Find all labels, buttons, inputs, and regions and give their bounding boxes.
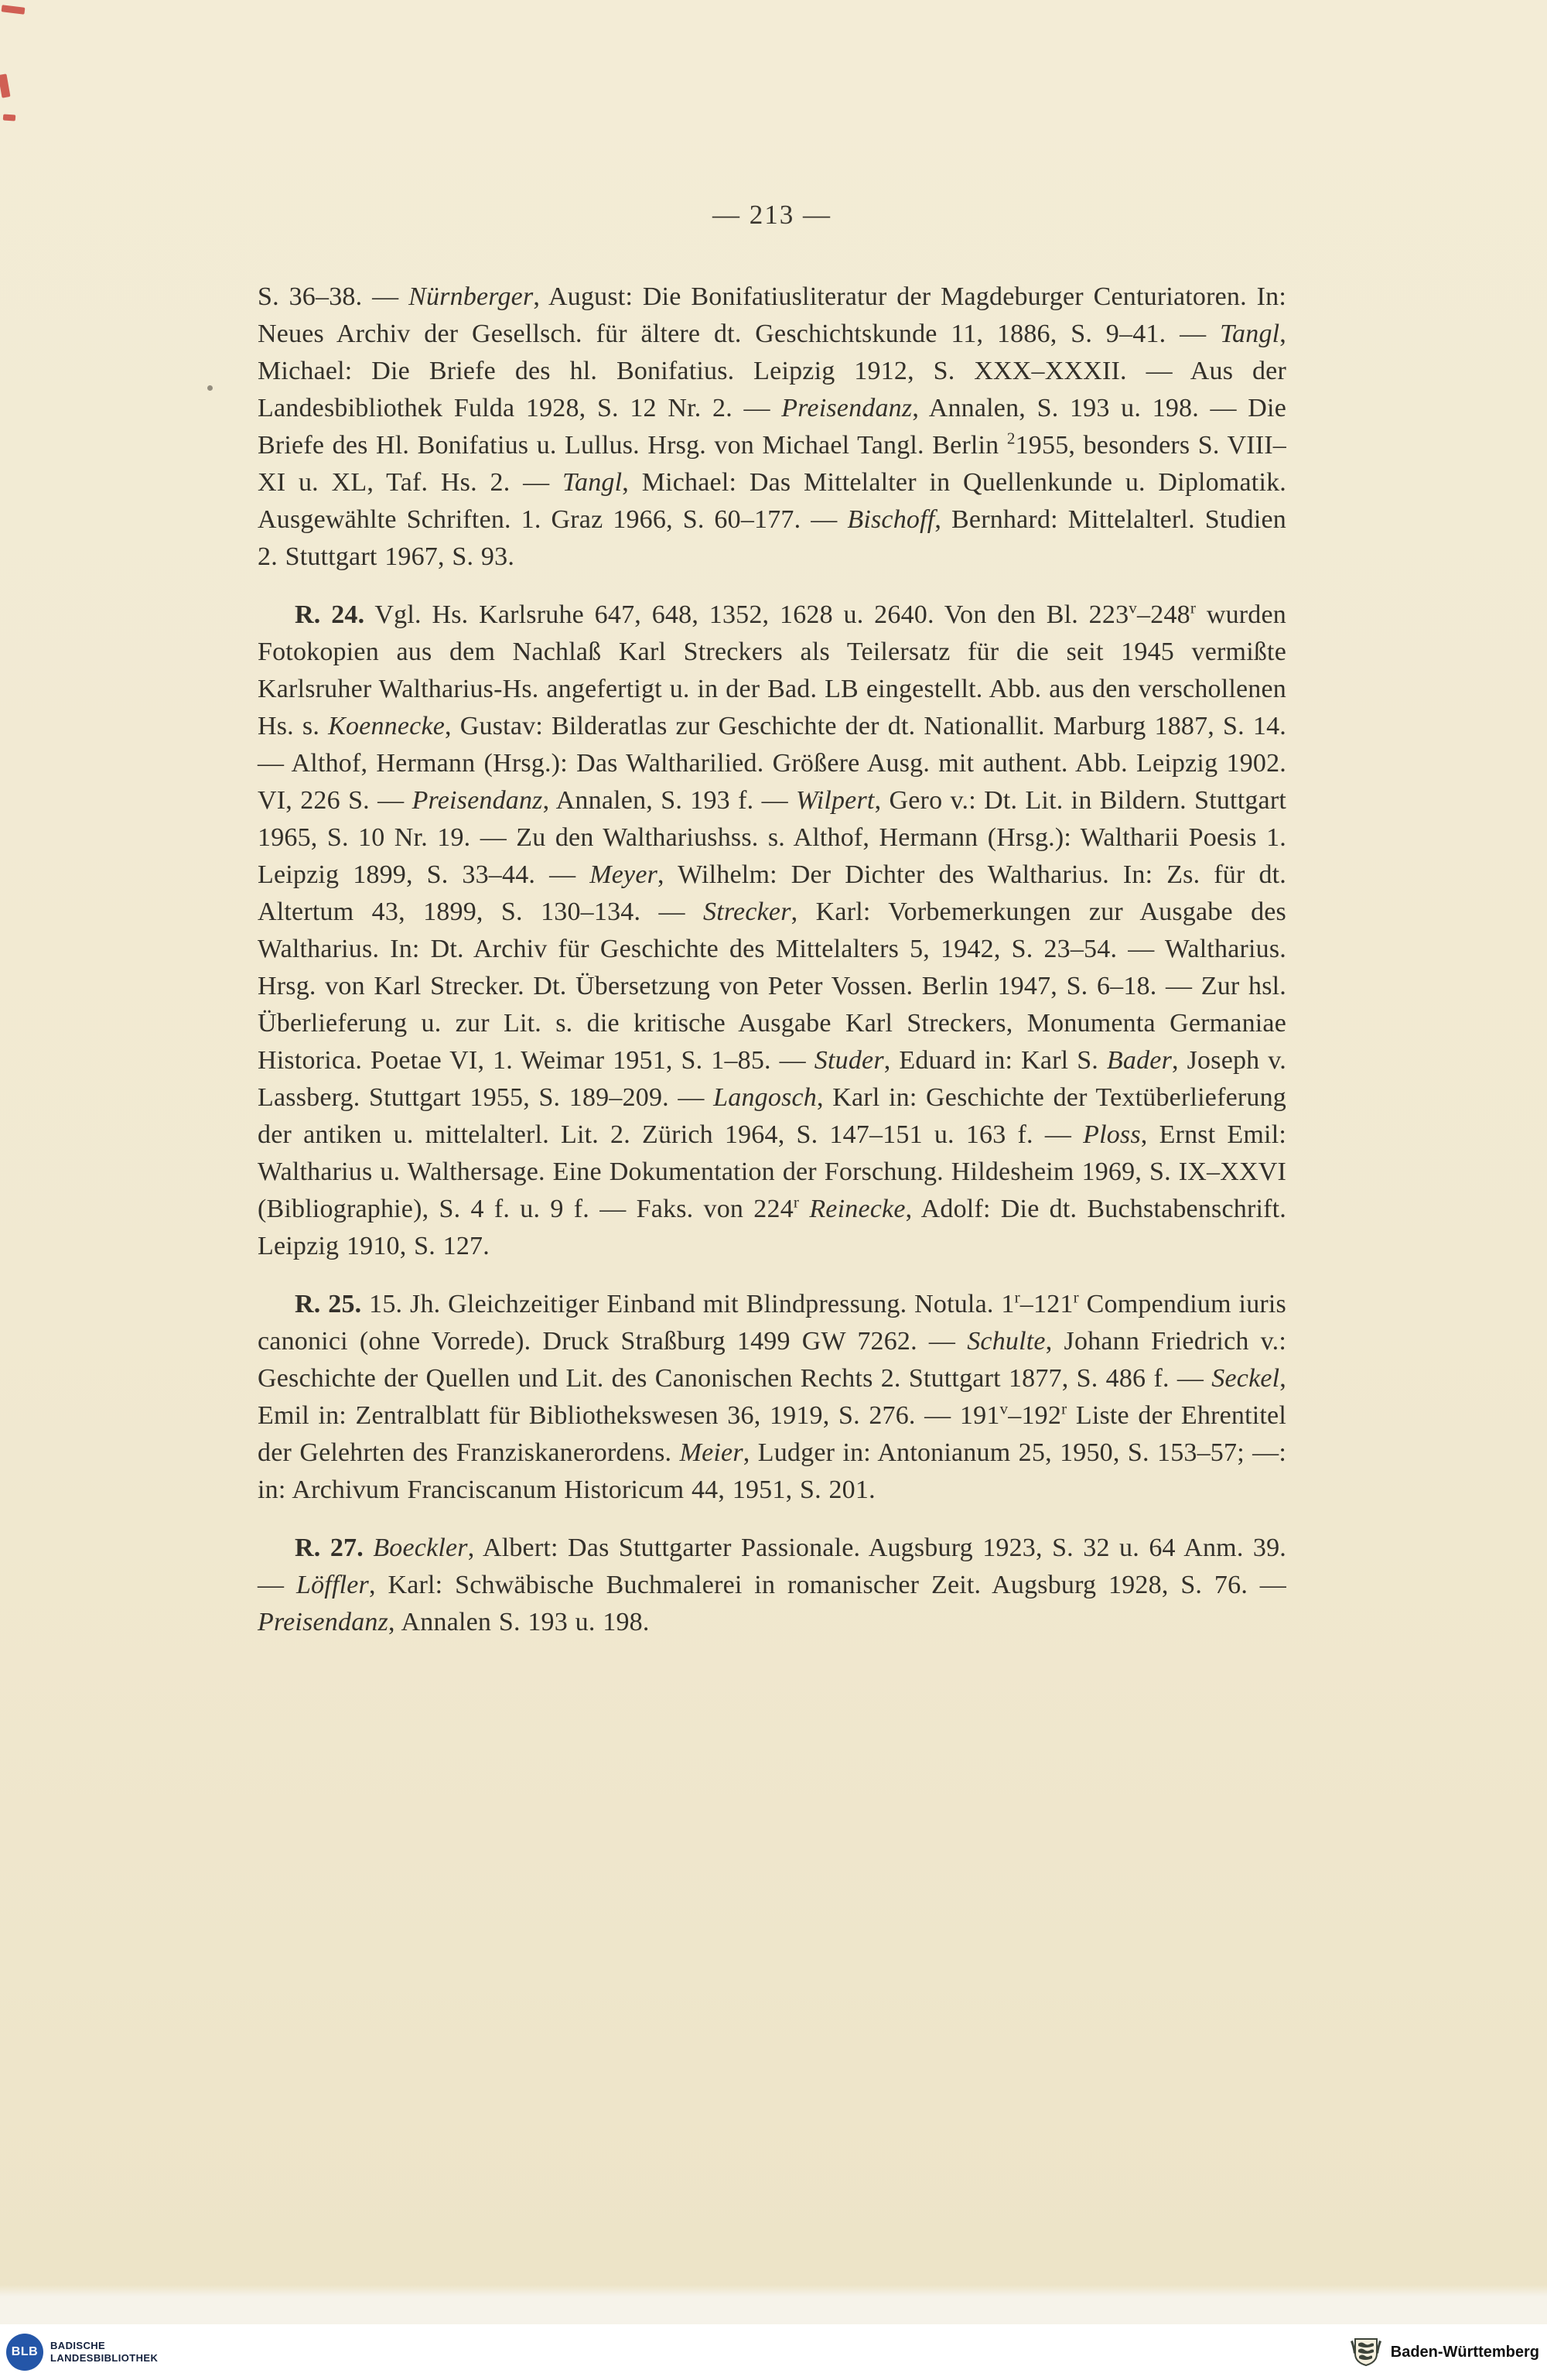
blb-line1: BADISCHE xyxy=(50,2340,106,2351)
text-run: , Michael: Die Briefe des hl. Bonifatius. Leipzig 1912, S. XXX–XXXII. — Aus der Landesbibliothek Fulda 1928, S. 12 Nr. 2. — xyxy=(258,320,1286,422)
italic-run: Meyer xyxy=(589,860,658,889)
italic-run: Bischoff xyxy=(847,505,935,534)
text-run: , Michael: Das Mittelalter in Quellenkunde u. Diplomatik. Ausgewählte Schriften. 1. Graz 1966, S. 60–177. — xyxy=(258,468,1286,534)
italic-run: Boeckler xyxy=(373,1534,468,1562)
text-run: , Gustav: Bilderatlas zur Geschichte der dt. Nationallit. Marburg 1887, S. 14. — Althof, Hermann (Hrsg.): Das Waltharilied. Größere Ausg. mit authent. Abb. Leipzig 1902. VI, 226 S. — xyxy=(258,712,1286,815)
italic-run: Preisendanz xyxy=(781,394,913,422)
superscript-run: r xyxy=(1190,598,1197,617)
page-number: — 213 — xyxy=(712,200,832,230)
text-run: , Wilhelm: Der Dichter des Waltharius. In: Zs. für dt. Altertum 43, 1899, S. 130–134. — xyxy=(258,860,1286,926)
text-run: , Albert: Das Stuttgarter Passionale. Augsburg 1923, S. 32 u. 64 Anm. 39. — xyxy=(258,1534,1286,1599)
text-run: , Joseph v. Lassberg. Stuttgart 1955, S. 189–209. — xyxy=(258,1046,1286,1112)
italic-run: Reinecke xyxy=(809,1195,906,1223)
bold-run: R. 25. xyxy=(295,1290,362,1318)
text-block xyxy=(258,279,1286,1662)
italic-run: Löffler xyxy=(296,1571,369,1599)
text-run: , Karl: Schwäbische Buchmalerei in romanischer Zeit. Augsburg 1928, S. 76. — xyxy=(368,1571,1287,1599)
italic-run: Langosch xyxy=(713,1083,818,1112)
italic-run: Preisendanz xyxy=(412,786,543,815)
paragraph xyxy=(258,1286,1286,1509)
bold-run: R. 27. xyxy=(295,1534,364,1562)
text-run: , Karl: Vorbemerkungen zur Ausgabe des Waltharius. In: Dt. Archiv für Geschichte des Mittelalters 5, 1942, S. 23–54. — Waltharius. Hrsg. von Karl Strecker. Dt. Übersetzung von Peter Vossen. Berlin 1947, S. 6–18. — Zur hsl. Überlieferung u. zur Lit. s. die kritische Ausgabe Karl Streckers, Monumenta Germaniae Historica. Poetae VI, 1. Weimar 1951, S. 1–85. — xyxy=(258,898,1286,1075)
text-run: , August: Die Bonifatiusliteratur der Magdeburger Centuriatoren. In: Neues Archiv der Gesellsch. für ältere dt. Geschichtskunde 11, 1886, S. 9–41. — xyxy=(258,282,1286,348)
superscript-run: v xyxy=(999,1399,1009,1418)
text-run: , Annalen, S. 193 f. — xyxy=(542,786,797,815)
text-run xyxy=(799,1195,809,1223)
text-run: , Annalen S. 193 u. 198. xyxy=(388,1608,650,1636)
superscript-run: r xyxy=(793,1192,800,1212)
italic-run: Koennecke xyxy=(328,712,446,740)
scan-artifact-dot xyxy=(207,385,213,391)
text-run: , Ludger in: Antonianum 25, 1950, S. 153–57; —: in: Archivum Franciscanum Historicum 44, 1951, S. 201. xyxy=(258,1438,1286,1504)
italic-run: Bader xyxy=(1106,1046,1173,1075)
italic-run: Studer xyxy=(814,1046,884,1075)
coat-of-arms-icon xyxy=(1349,2337,1383,2368)
scan-artifact-red-mark xyxy=(2,5,26,15)
superscript-run: r xyxy=(1073,1287,1079,1307)
superscript-run: r xyxy=(1014,1287,1020,1307)
text-run: , Eduard in: Karl S. xyxy=(883,1046,1107,1075)
italic-run: Tangl xyxy=(1220,320,1280,348)
italic-run: Seckel xyxy=(1211,1364,1280,1393)
paragraph xyxy=(258,279,1286,576)
superscript-run: r xyxy=(1061,1399,1067,1418)
text-run: 1955, besonders S. VIII–XI u. XL, Taf. Hs. 2. — xyxy=(258,431,1286,497)
scan-artifact-red-mark xyxy=(0,74,11,97)
text-run: , Gero v.: Dt. Lit. in Bildern. Stuttgart 1965, S. 10 Nr. 19. — Zu den Walthariushss. s. Althof, Hermann (Hrsg.): Waltharii Poesis 1. Leipzig 1899, S. 33–44. — xyxy=(258,786,1287,889)
blb-logo xyxy=(6,2334,158,2371)
superscript-run: 2 xyxy=(1006,429,1016,448)
blb-wordmark xyxy=(50,2340,158,2365)
text-run: , Bernhard: Mittelalterl. Studien 2. Stuttgart 1967, S. 93. xyxy=(258,505,1286,571)
baden-wuerttemberg-logo xyxy=(1349,2337,1539,2368)
italic-run: Wilpert xyxy=(796,786,875,815)
text-run: –192 xyxy=(1008,1401,1062,1430)
text-run: , Karl in: Geschichte der Textüberlieferung der antiken u. mittelalterl. Lit. 2. Zürich 1964, S. 147–151 u. 163 f. — xyxy=(258,1083,1287,1149)
bw-wordmark: Baden-Württemberg xyxy=(1390,2343,1539,2361)
text-run: Vgl. Hs. Karlsruhe 647, 648, 1352, 1628 u. 2640. Von den Bl. 223 xyxy=(364,600,1129,629)
italic-run: Ploss xyxy=(1083,1120,1141,1149)
text-run: , Adolf: Die dt. Buchstabenschrift. Leipzig 1910, S. 127. xyxy=(258,1195,1287,1260)
text-run: , Annalen, S. 193 u. 198. — Die Briefe des Hl. Bonifatius u. Lullus. Hrsg. von Michael Tangl. Berlin xyxy=(258,394,1286,460)
superscript-run: v xyxy=(1129,598,1138,617)
italic-run: Meier xyxy=(679,1438,743,1467)
scan-artifact-red-mark xyxy=(3,114,16,121)
italic-run: Strecker xyxy=(703,898,791,926)
text-run: –121 xyxy=(1019,1290,1074,1318)
paragraph xyxy=(258,1530,1286,1641)
text-run: , Johann Friedrich v.: Geschichte der Quellen und Lit. des Canonischen Rechts 2. Stuttgart 1877, S. 486 f. — xyxy=(258,1327,1286,1393)
text-run: , Ernst Emil: Waltharius u. Walthersage. Eine Dokumentation der Forschung. Hildesheim 1969, S. IX–XXVI (Bibliographie), S. 4 f. u. 9 f. — Faks. von 224 xyxy=(258,1120,1286,1223)
italic-run: Tangl xyxy=(562,468,623,497)
italic-run: Schulte xyxy=(967,1327,1046,1356)
text-run xyxy=(364,1534,373,1562)
text-run: wurden Fotokopien aus dem Nachlaß Karl Streckers als Teilersatz für die seit 1945 vermißte Karlsruher Waltharius-Hs. angefertigt u. in der Bad. LB eingestellt. Abb. aus den verschollenen Hs. s. xyxy=(258,600,1286,740)
text-run: S. 36–38. — xyxy=(258,282,409,311)
text-run: Compendium iuris canonici (ohne Vorrede). Druck Straßburg 1499 GW 7262. — xyxy=(258,1290,1286,1356)
italic-run: Nürnberger xyxy=(408,282,534,311)
text-run: , Emil in: Zentralblatt für Bibliothekswesen 36, 1919, S. 276. — 191 xyxy=(258,1364,1286,1430)
blb-abbr: BLB xyxy=(11,2345,39,2358)
italic-run: Preisendanz xyxy=(258,1608,389,1636)
text-run: –248 xyxy=(1137,600,1190,629)
paragraph xyxy=(258,597,1286,1265)
text-run: Liste der Ehrentitel der Gelehrten des Franziskanerordens. xyxy=(258,1401,1286,1467)
blb-line2: LANDESBIBLIOTHEK xyxy=(50,2352,159,2364)
text-run: 15. Jh. Gleichzeitiger Einband mit Blindpressung. Notula. 1 xyxy=(361,1290,1015,1318)
footer-bar xyxy=(0,2324,1547,2380)
bold-run: R. 24. xyxy=(295,600,365,629)
blb-circle-icon xyxy=(6,2334,43,2371)
